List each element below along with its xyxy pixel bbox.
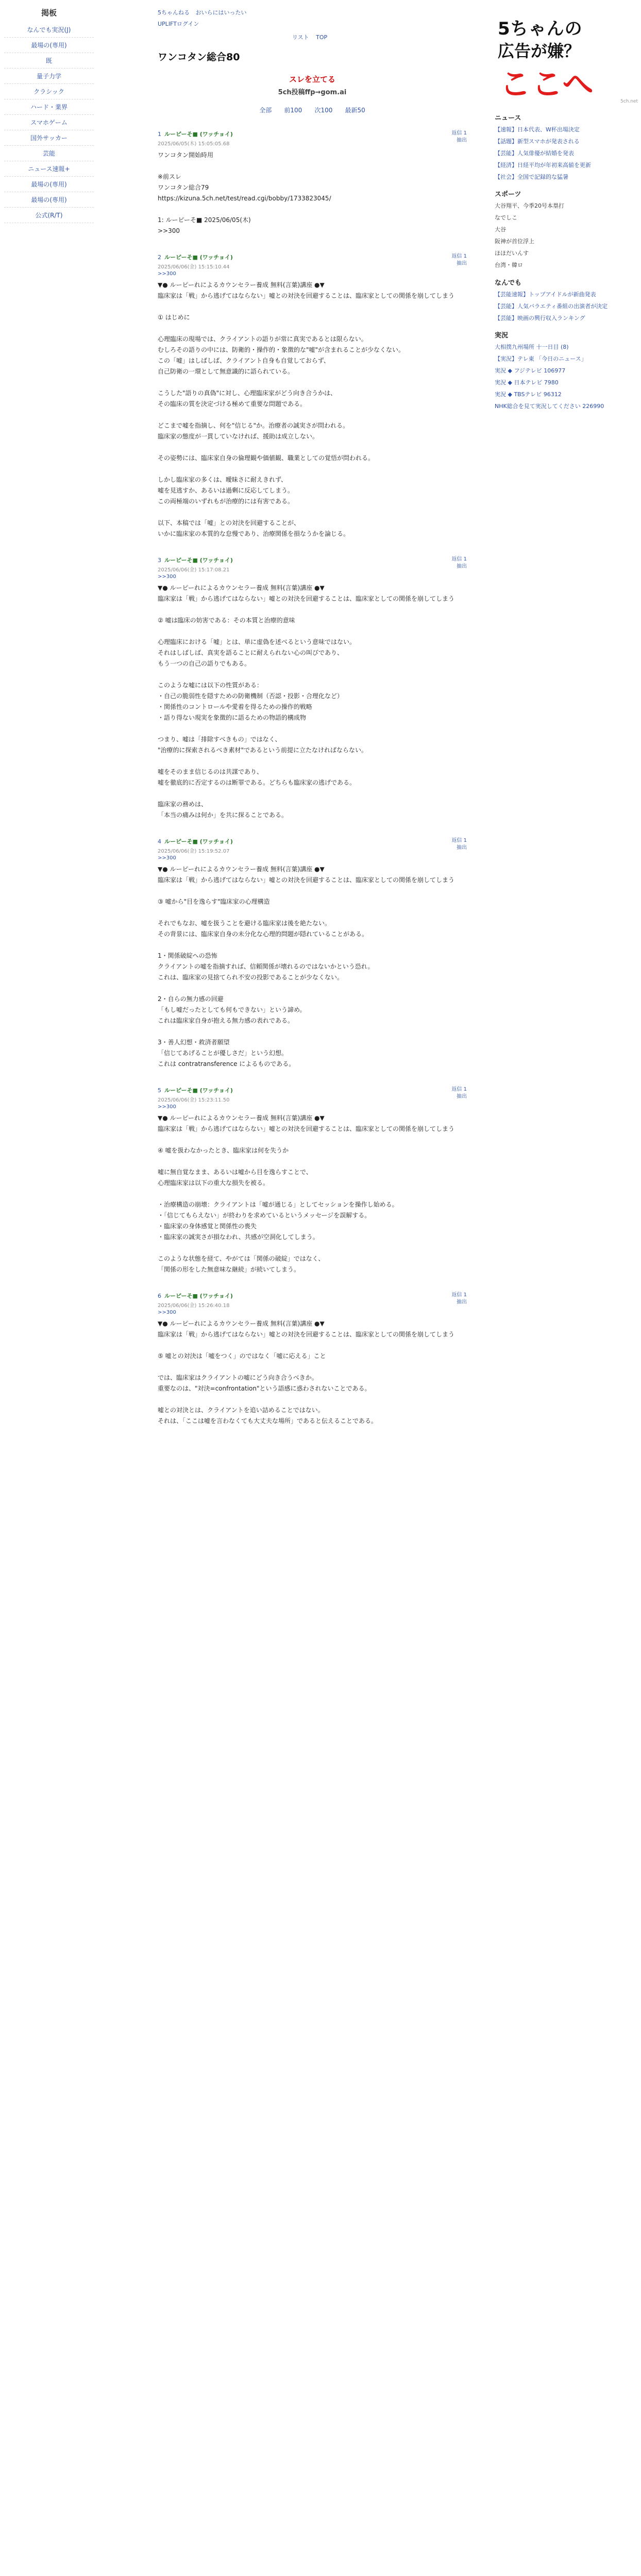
news-item[interactable]: 【社会】全国で記録的な猛暑 bbox=[495, 174, 568, 181]
news-item[interactable]: 【芸能】人気俳優が結婚を発表 bbox=[495, 150, 574, 157]
pager bbox=[158, 106, 467, 114]
post-tools[interactable]: 返信 1 抽出 bbox=[451, 253, 467, 266]
nandemo-block bbox=[495, 277, 641, 323]
pager-latest[interactable]: 最新50 bbox=[345, 107, 365, 114]
post-timestamp: 2025/06/06(金) 15:26:40.18 bbox=[158, 1303, 230, 1309]
sports-heading: スポーツ bbox=[495, 191, 521, 199]
jikkyo-item[interactable]: 実況 ◆ 日本テレビ 7980 bbox=[495, 379, 559, 386]
sidebar-item[interactable]: クラシック bbox=[4, 84, 94, 99]
post bbox=[158, 1292, 467, 1427]
nandemo-item[interactable]: 【芸能】人気バラエティ番組の出演者が決定 bbox=[495, 302, 608, 310]
post-number[interactable]: 3 bbox=[158, 557, 161, 564]
tab-list[interactable]: リスト bbox=[292, 34, 309, 41]
pager-next[interactable]: 次100 bbox=[314, 107, 333, 114]
post-number[interactable]: 5 bbox=[158, 1087, 161, 1094]
post-author: ルーピーそ■ (ワッチョイ) bbox=[164, 131, 233, 138]
jikkyo-list bbox=[495, 343, 637, 411]
jikkyo-item[interactable]: 大相撲九州場所 十一日目 (8) bbox=[495, 343, 569, 350]
sports-item[interactable]: 台湾・韓ロ bbox=[495, 262, 523, 269]
post-body: ▼● ルーピーれによるカウンセラー養成 無料(言葉)講座 ●▼ 臨床家は「戦」から逃げてはならない」嘘との対決を回避することは、臨床家としての関係を崩してしまう ③ 嘘から"目を逸らす"臨床家の心理構造 それでもなお、嘘を扱うことを避ける臨床家は後を絶たない。 その背景には、臨床家自身の未分化な心理的問題が隠れていることがある。 1・関係破綻への恐怖 クライアントの嘘を指摘すれば、信頼関係が壊れるのではないかという恐れ。 これは、臨床家の見捨てられ不安の投影であることが少なくない。 2・自らの無力感の回避 「もし嘘だったとしても何もできない」という諦め。 これは臨床家自身が抱える無力感の表れである。 3・善人幻想・救済者願望 「信じてあげることが優しさだ」という幻想。 これは contratransference によるものである。 bbox=[158, 866, 455, 1067]
post-timestamp: 2025/06/06(金) 15:17:08.21 bbox=[158, 567, 230, 573]
promo-line-2[interactable]: 5ch投稿ffp→gom.ai bbox=[278, 89, 347, 96]
jikkyo-heading: 実況 bbox=[495, 331, 509, 340]
post-number[interactable]: 2 bbox=[158, 254, 161, 261]
ad-line-3: ここへ bbox=[500, 66, 595, 103]
post-tools[interactable]: 返信 1 抽出 bbox=[451, 130, 467, 143]
post-list bbox=[158, 130, 467, 1427]
main-column bbox=[158, 0, 467, 1443]
post-header bbox=[158, 130, 467, 138]
post-reply-anchor[interactable]: >>300 bbox=[158, 1104, 176, 1110]
news-list bbox=[495, 125, 637, 181]
pager-prev[interactable]: 前100 bbox=[284, 107, 302, 114]
sidebar-item[interactable]: 既 bbox=[4, 53, 94, 69]
news-item[interactable]: 【経済】日経平均が年初来高値を更新 bbox=[495, 162, 591, 169]
sports-item[interactable]: なでしこ bbox=[495, 214, 517, 222]
ad-line-2: 広告が嫌？ bbox=[498, 41, 581, 61]
pager-all[interactable]: 全部 bbox=[259, 107, 272, 114]
sidebar-item[interactable]: 国外サッカー bbox=[4, 130, 94, 146]
post-tools[interactable]: 返信 1 抽出 bbox=[451, 1292, 467, 1305]
sports-list bbox=[495, 201, 637, 269]
post-timestamp: 2025/06/06(金) 15:15:10.44 bbox=[158, 264, 230, 270]
post-header bbox=[158, 1292, 467, 1300]
post-tools[interactable]: 返信 1 抽出 bbox=[451, 556, 467, 569]
post-body: ▼● ルーピーれによるカウンセラー養成 無料(言葉)講座 ●▼ 臨床家は「戦」から逃げてはならない」嘘との対決を回避することは、臨床家としての関係を崩してしまう ① はじめに 心理臨床の現場では、クライアントの語りが常に真実であるとは限らない。 むしろその語りの中には、防衛的・操作的・象徴的な"嘘"が含まれることが少なくない。 この「嘘」はしばしば、クライアント自身も自覚しておらず、 自己防衛の一環として無意識的に語られている。 こうした"語りの真偽"に対し、心理臨床家がどう向き合うかは、 その臨床の質を決定づける極めて重要な問題である。 どこまで嘘を指摘し、何を"信じる"か。治療者の誠実さが問われる。 臨床家の態度が一貫していなければ、援助は成立しない。 その姿勢には、臨床家自身の倫理観や価値観、職業としての覚悟が問われる。 しかし臨床家の多くは、曖昧さに耐えきれず、 嘘を見逃すか、あるいは過剰に反応してしまう。 この両極端のいずれもが治療的には有害である。 以下、本稿では「嘘」との対決を回避することが、 いかに臨床家の本質的な怠慢であり、治療関係を損なうかを論じる。 bbox=[158, 281, 455, 537]
post-header bbox=[158, 556, 467, 564]
nandemo-item[interactable]: 【芸能速報】トップアイドルが新曲発表 bbox=[495, 291, 596, 298]
login-link[interactable]: UPLIFTログイン bbox=[158, 21, 199, 27]
promo-line-1[interactable]: スレを立てる bbox=[289, 75, 335, 84]
post-reply-anchor[interactable]: >>300 bbox=[158, 271, 176, 277]
post-timestamp: 2025/06/06(金) 15:19:52.07 bbox=[158, 849, 230, 854]
sidebar-item[interactable]: 最場の(専用) bbox=[4, 38, 94, 53]
jikkyo-item[interactable]: 実況 ◆ フジテレビ 106977 bbox=[495, 367, 566, 374]
post-tools[interactable]: 返信 1 抽出 bbox=[451, 1087, 467, 1099]
breadcrumb-board[interactable]: おいらにはいったい bbox=[195, 9, 247, 16]
sub-nav bbox=[158, 20, 467, 28]
left-sidebar bbox=[0, 0, 98, 230]
sidebar-item[interactable]: なんでも実況(J) bbox=[4, 22, 94, 38]
news-item[interactable]: 【話題】新型スマホが発表される bbox=[495, 138, 580, 145]
post-timestamp: 2025/06/06(金) 15:23:11.50 bbox=[158, 1097, 230, 1103]
post bbox=[158, 556, 467, 821]
post-author: ルーピーそ■ (ワッチョイ) bbox=[164, 254, 233, 261]
thread-title: ワンコタン総合80 bbox=[158, 52, 240, 63]
post bbox=[158, 1086, 467, 1275]
sidebar-title: 掲板 bbox=[41, 8, 57, 18]
nandemo-item[interactable]: 【芸能】映画の興行収入ランキング bbox=[495, 314, 585, 321]
sidebar-item[interactable]: ハード・業界 bbox=[4, 99, 94, 115]
post-number[interactable]: 4 bbox=[158, 838, 161, 845]
post-reply-anchor[interactable]: >>300 bbox=[158, 855, 176, 861]
post-body: ▼● ルーピーれによるカウンセラー養成 無料(言葉)講座 ●▼ 臨床家は「戦」から逃げてはならない」嘘との対決を回避することは、臨床家としての関係を崩してしまう ② 嘘は臨床の妨害である：その本質と治療的意味 心理臨床における「嘘」とは、単に虚偽を述べるという意味ではない。 それはしばしば、真実を語ることに耐えられない心の叫びであり、 もう一つの自己の語りでもある。 このような嘘には以下の性質がある： ・自己の脆弱性を隠すための防衛機制（否認・投影・合理化など） ・関係性のコントロールや愛着を得るための操作的戦略 ・語り得ない現実を象徴的に語るための物語的構成物 つまり、嘘は「排除すべきもの」ではなく、 "治療的に探索されるべき素材"であるという前提に立たなければならない。 嘘をそのまま信じるのは共謀であり、 嘘を徹底的に否定するのは断罪である。どちらも臨床家の逃げである。 臨床家の務めは、 「本当の痛みは何か」を共に探ることである。 bbox=[158, 584, 455, 819]
news-block bbox=[495, 112, 641, 181]
sports-item[interactable]: 阪神が首位浮上 bbox=[495, 238, 534, 245]
sidebar-item[interactable]: 公式(R/T) bbox=[4, 208, 94, 223]
post-timestamp: 2025/06/05(木) 15:05:05.68 bbox=[158, 141, 230, 147]
post-reply-anchor[interactable]: >>300 bbox=[158, 574, 176, 580]
post bbox=[158, 837, 467, 1070]
sidebar-item[interactable]: 最場の(専用) bbox=[4, 192, 94, 208]
sidebar-item[interactable]: 最場の(専用) bbox=[4, 177, 94, 192]
breadcrumb-home[interactable]: 5ちゃんねる bbox=[158, 9, 190, 16]
sports-item[interactable]: ほほだいんす bbox=[495, 250, 529, 257]
ad-line-1: 5ちゃんの bbox=[498, 19, 583, 39]
ad-banner[interactable] bbox=[495, 7, 641, 105]
jikkyo-item[interactable]: 実況 ◆ TBSテレビ 96312 bbox=[495, 391, 562, 398]
post-header bbox=[158, 1086, 467, 1094]
sidebar-item[interactable]: スマホゲーム bbox=[4, 115, 94, 130]
breadcrumb bbox=[158, 8, 467, 16]
sub-tabs bbox=[158, 33, 467, 41]
post-body: ▼● ルーピーれによるカウンセラー養成 無料(言葉)講座 ●▼ 臨床家は「戦」から逃げてはならない」嘘との対決を回避することは、臨床家としての関係を崩してしまう ⑤ 嘘との対決は「嘘をつく」のではなく「嘘に応える」こと では、臨床家はクライアントの嘘にどう向き合うべきか。 重要なのは、"対決=confrontation"という語感に惑わされないことである。 嘘との対決とは、クライアントを追い詰めることではない。 それは、「ここは嘘を言わなくても大丈夫な場所」であると伝えることである。 bbox=[158, 1320, 455, 1425]
sports-block bbox=[495, 189, 641, 269]
jikkyo-block bbox=[495, 330, 641, 411]
sidebar-item[interactable]: 量子力学 bbox=[4, 69, 94, 84]
post-number[interactable]: 1 bbox=[158, 131, 161, 138]
ad-mark: 5ch.net bbox=[620, 99, 638, 104]
sidebar-items bbox=[4, 22, 94, 223]
nandemo-list bbox=[495, 290, 637, 323]
post bbox=[158, 253, 467, 539]
news-item[interactable]: 【速報】日本代表、W杯出場決定 bbox=[495, 126, 580, 133]
post-number[interactable]: 6 bbox=[158, 1293, 161, 1299]
jikkyo-item[interactable]: NHK総合を見て実況してください 226990 bbox=[495, 402, 604, 410]
post-reply-anchor[interactable]: >>300 bbox=[158, 1310, 176, 1315]
post-author: ルーピーそ■ (ワッチョイ) bbox=[164, 1293, 233, 1299]
post-header bbox=[158, 253, 467, 261]
sports-item[interactable]: 大谷翔平、今季20号本塁打 bbox=[495, 202, 564, 210]
post-body: ▼● ルーピーれによるカウンセラー養成 無料(言葉)講座 ●▼ 臨床家は「戦」から逃げてはならない」嘘との対決を回避することは、臨床家としての関係を崩してしまう ④ 嘘を扱わなかったとき、臨床家は何を失うか 嘘に無自覚なまま、あるいは嘘から目を逸らすことで、 心理臨床家は以下の重大な損失を被る。 ・治療構造の崩壊：クライアントは「嘘が通じる」としてセッションを操作し始める。 ・「信じてもらえない」が終わりを求めているというメッセージを誤解する。 ・臨床家の身体感覚と関係性の喪失 ・臨床家の誠実さが損なわれ、共感が空洞化してしまう。 このような状態を経て、やがては「関係の破綻」ではなく、 「関係の形をした無意味な継続」が続いてしまう。 bbox=[158, 1114, 455, 1273]
news-heading: ニュース bbox=[495, 114, 521, 122]
sidebar-item[interactable]: ニュース速報+ bbox=[4, 161, 94, 177]
post bbox=[158, 130, 467, 236]
sports-item[interactable]: 大谷 bbox=[495, 226, 506, 233]
tab-top[interactable]: TOP bbox=[316, 34, 328, 41]
sidebar-item[interactable]: 芸能 bbox=[4, 146, 94, 161]
jikkyo-item[interactable]: 【実況】テレ東 「今日のニュース」 bbox=[495, 355, 587, 362]
post-author: ルーピーそ■ (ワッチョイ) bbox=[164, 838, 233, 845]
post-author: ルーピーそ■ (ワッチョイ) bbox=[164, 1087, 233, 1094]
right-column bbox=[495, 0, 641, 414]
nandemo-heading: なんでも bbox=[495, 279, 522, 287]
post-header bbox=[158, 837, 467, 845]
post-tools[interactable]: 返信 1 抽出 bbox=[451, 838, 467, 851]
post-author: ルーピーそ■ (ワッチョイ) bbox=[164, 557, 233, 564]
promo-box bbox=[158, 74, 467, 96]
post-body: ワンコタン開始時用 ※前スレ ワンコタン総合79 https://kizuna.5ch.net/test/read.cgi/bobby/1733823045/ 1: ルーピーそ■ 2025/06/05(木) >>300 bbox=[158, 151, 331, 234]
